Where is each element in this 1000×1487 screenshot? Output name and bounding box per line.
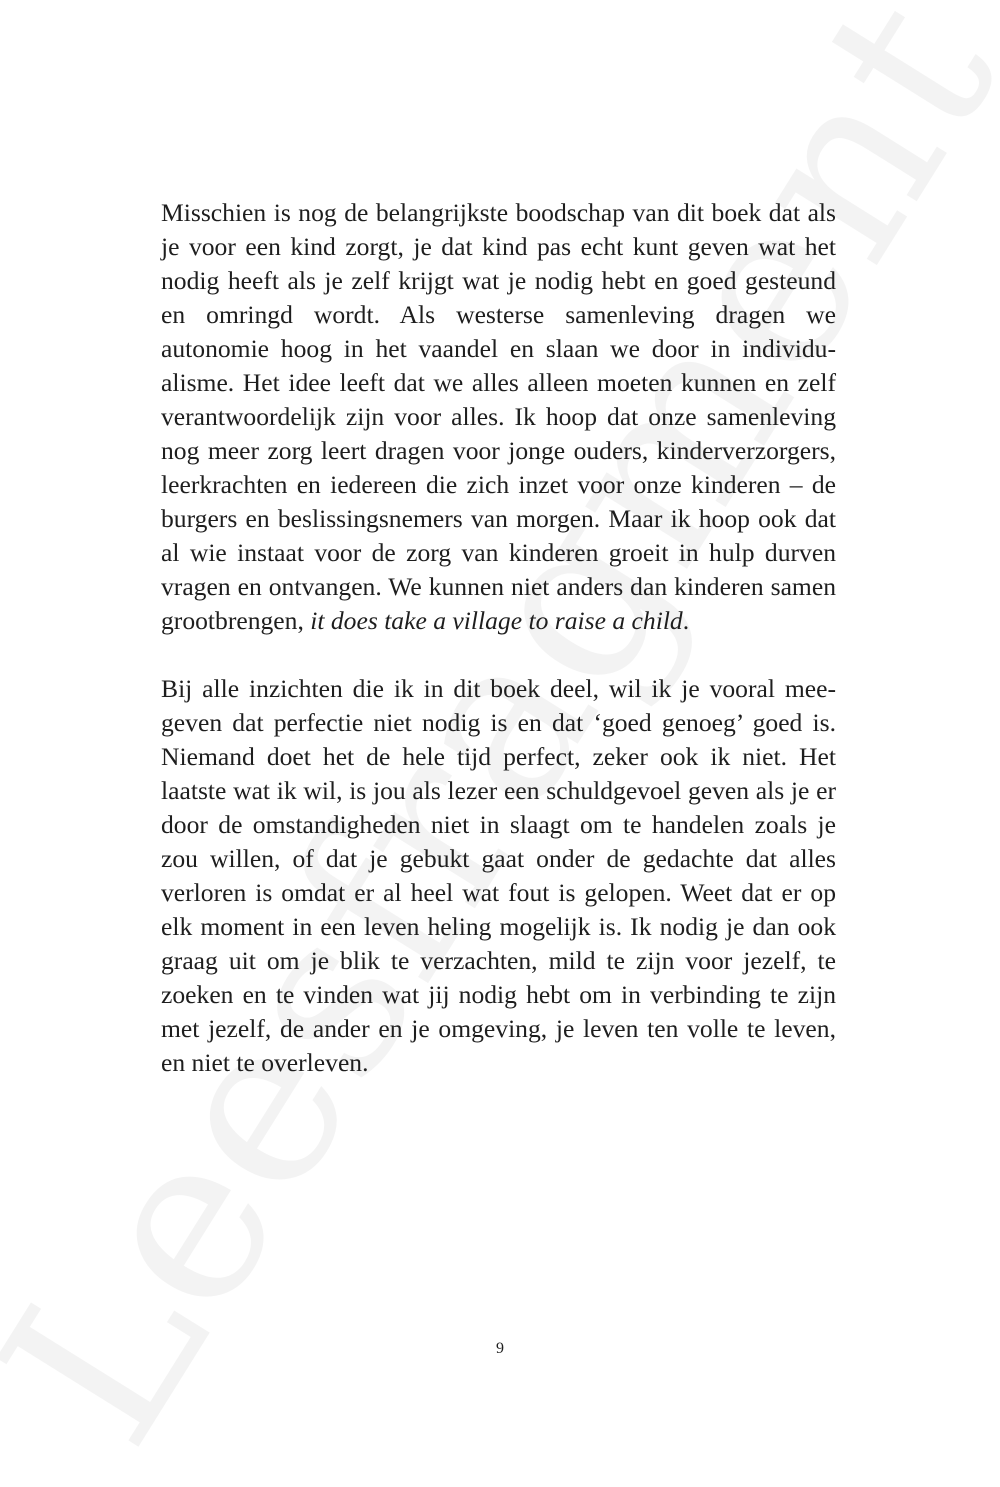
- body-text: [161, 196, 836, 1080]
- paragraph: [161, 672, 836, 1080]
- paragraph-text: Misschien is nog de belangrijkste boodschap van dit boek dat als je voor een kind zorgt, je dat kind pas echt kunt geven wat het nodig heeft als je zelf krijgt wat je nodig hebt en goed gesteund en omringd wordt. Als westerse samenleving dragen we autonomie hoog in het vaandel en slaan we door in individualisme. Het idee leeft dat we alles alleen moeten kunnen en zelf verantwoordelijk zijn voor alles. Ik hoop dat onze samenleving nog meer zorg leert dragen voor jonge ouders, kinderverzorgers, leerkrachten en iedereen die zich inzet voor onze kinderen – de burgers en beslissingsnemers van morgen. Maar ik hoop ook dat al wie instaat voor de zorg van kinderen groeit in hulp durven vragen en ontvangen. We kunnen niet anders dan kinderen samen grootbrengen,: [161, 198, 836, 635]
- paragraph-end: .: [682, 606, 690, 635]
- paragraph: [161, 196, 836, 638]
- paragraph-text: Bij alle inzichten die ik in dit boek deel, wil ik je vooral meegeven dat perfectie niet nodig is en dat ‘goed genoeg’ goed is. Niemand doet het de hele tijd perfect, zeker ook ik niet. Het laatste wat ik wil, is jou als lezer een schuldgevoel geven als je er door de omstandigheden niet in slaagt om te handelen zoals je zou willen, of dat je gebukt gaat onder de gedachte dat alles verloren is omdat er al heel wat fout is gelopen. Weet dat er op elk moment in een leven heling mogelijk is. Ik nodig je dan ook graag uit om je blik te verzachten, mild te zijn voor jezelf, te zoeken en te vinden wat jij nodig hebt om in verbinding te zijn met jezelf, de ander en je omgeving, je leven ten volle te leven, en niet te overleven.: [161, 674, 836, 1077]
- paragraph-emphasis: it does take a village to raise a child: [310, 606, 683, 635]
- page-number: 9: [496, 1340, 504, 1357]
